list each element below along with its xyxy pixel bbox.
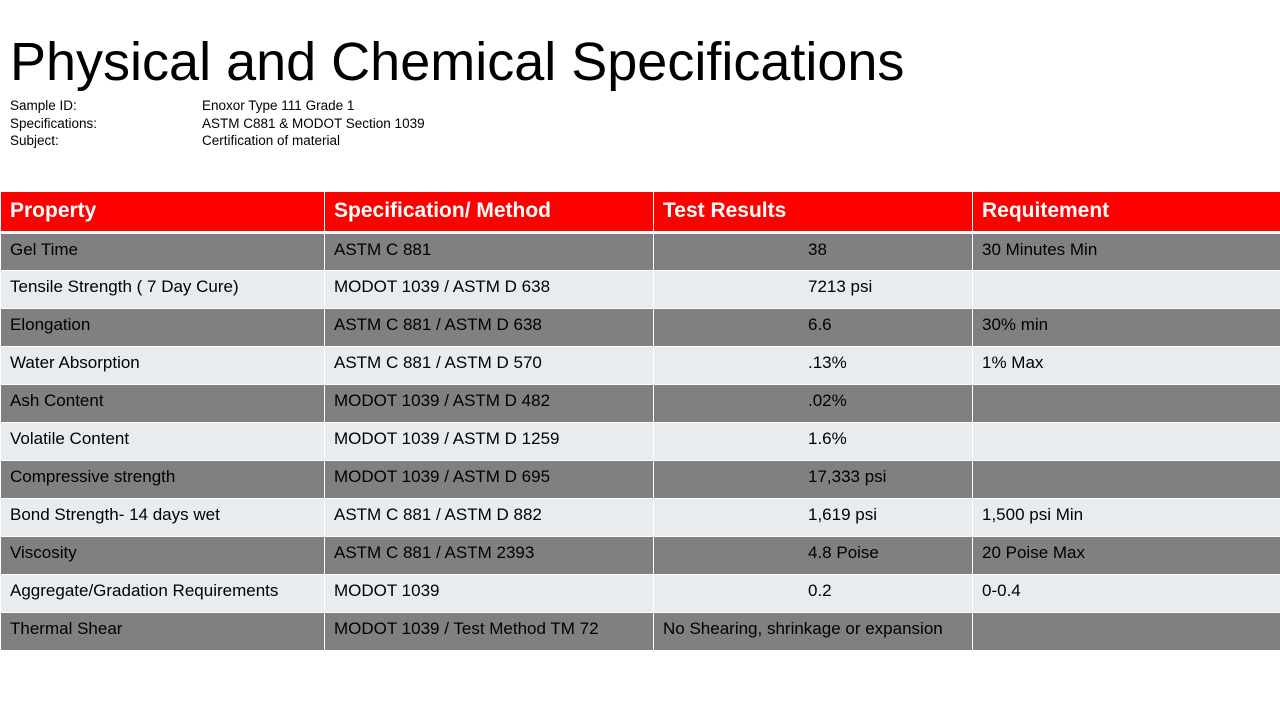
cell-method: MODOT 1039 / ASTM D 1259 xyxy=(325,423,654,461)
cell-property: Ash Content xyxy=(1,385,325,423)
table-row xyxy=(1,233,1280,271)
cell-requirement: 20 Poise Max xyxy=(973,537,1280,575)
cell-method: ASTM C 881 / ASTM D 638 xyxy=(325,309,654,347)
cell-result: 38 xyxy=(654,233,973,271)
table-row xyxy=(1,537,1280,575)
cell-method: MODOT 1039 / ASTM D 695 xyxy=(325,461,654,499)
cell-method: ASTM C 881 xyxy=(325,233,654,271)
cell-method: MODOT 1039 / ASTM D 482 xyxy=(325,385,654,423)
cell-result: 17,333 psi xyxy=(654,461,973,499)
cell-requirement xyxy=(973,423,1280,461)
cell-requirement xyxy=(973,613,1280,651)
cell-requirement: 30 Minutes Min xyxy=(973,233,1280,271)
table-row xyxy=(1,575,1280,613)
cell-property: Bond Strength- 14 days wet xyxy=(1,499,325,537)
table-row xyxy=(1,423,1280,461)
cell-result: 7213 psi xyxy=(654,271,973,309)
meta-row-subject xyxy=(10,132,425,150)
cell-property: Elongation xyxy=(1,309,325,347)
cell-requirement: 0-0.4 xyxy=(973,575,1280,613)
column-header-method: Specification/ Method xyxy=(325,192,654,233)
cell-property: Thermal Shear xyxy=(1,613,325,651)
column-header-property: Property xyxy=(1,192,325,233)
meta-label: Specifications: xyxy=(10,115,98,131)
cell-requirement xyxy=(973,385,1280,423)
specifications-table xyxy=(0,191,1280,651)
cell-requirement: 1% Max xyxy=(973,347,1280,385)
cell-method: MODOT 1039 / ASTM D 638 xyxy=(325,271,654,309)
cell-method: ASTM C 881 / ASTM D 882 xyxy=(325,499,654,537)
meta-label: Sample ID: xyxy=(10,98,77,113)
table-row xyxy=(1,271,1280,309)
column-header-results: Test Results xyxy=(654,192,973,233)
cell-result: 0.2 xyxy=(654,575,973,613)
table-row xyxy=(1,613,1280,651)
table-row xyxy=(1,385,1280,423)
sample-info xyxy=(10,97,425,150)
cell-result: 6.6 xyxy=(654,309,973,347)
cell-property: Volatile Content xyxy=(1,423,325,461)
cell-property: Aggregate/Gradation Requirements xyxy=(1,575,325,613)
cell-result: 1,619 psi xyxy=(654,499,973,537)
meta-value: Certification of material xyxy=(202,133,341,148)
cell-method: MODOT 1039 / Test Method TM 72 xyxy=(325,613,654,651)
cell-property: Compressive strength xyxy=(1,461,325,499)
table-row xyxy=(1,461,1280,499)
table-header-row xyxy=(1,192,1280,233)
table-row xyxy=(1,347,1280,385)
cell-result: 4.8 Poise xyxy=(654,537,973,575)
cell-requirement: 1,500 psi Min xyxy=(973,499,1280,537)
column-header-requirement: Requitement xyxy=(973,192,1280,233)
page-title: Physical and Chemical Specifications xyxy=(10,32,905,92)
cell-result: No Shearing, shrinkage or expansion xyxy=(654,613,973,651)
cell-result: 1.6% xyxy=(654,423,973,461)
cell-requirement: 30% min xyxy=(973,309,1280,347)
cell-method: ASTM C 881 / ASTM D 570 xyxy=(325,347,654,385)
cell-property: Tensile Strength ( 7 Day Cure) xyxy=(1,271,325,309)
table-row xyxy=(1,499,1280,537)
meta-row-specifications xyxy=(10,115,425,133)
cell-result: .02% xyxy=(654,385,973,423)
cell-result: .13% xyxy=(654,347,973,385)
meta-row-sample-id xyxy=(10,97,425,115)
cell-property: Viscosity xyxy=(1,537,325,575)
cell-method: MODOT 1039 xyxy=(325,575,654,613)
cell-requirement xyxy=(973,461,1280,499)
meta-label: Subject: xyxy=(10,133,59,148)
table-row xyxy=(1,309,1280,347)
cell-property: Water Absorption xyxy=(1,347,325,385)
cell-property: Gel Time xyxy=(1,233,325,271)
cell-requirement xyxy=(973,271,1280,309)
meta-value: Enoxor Type 111 Grade 1 xyxy=(202,98,355,113)
meta-value: ASTM C881 & MODOT Section 1039 xyxy=(202,115,425,131)
cell-method: ASTM C 881 / ASTM 2393 xyxy=(325,537,654,575)
